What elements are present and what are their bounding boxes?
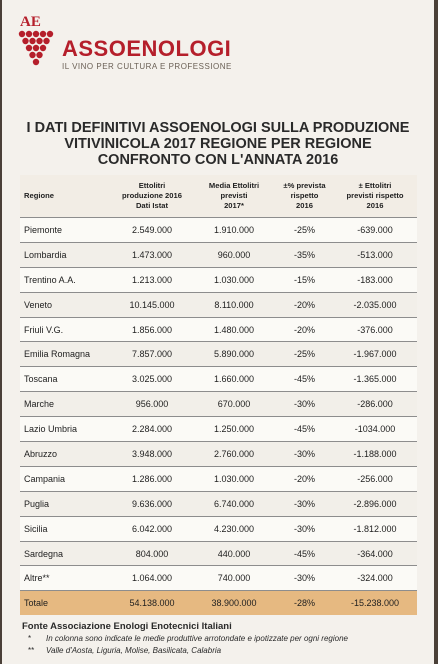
cell-prod2016: 1.064.000 bbox=[112, 566, 192, 591]
cell-region: Campania bbox=[20, 466, 112, 491]
assoenologi-logo bbox=[16, 10, 316, 80]
cell-pct: -30% bbox=[276, 392, 333, 417]
cell-diff: -1.188.000 bbox=[333, 442, 417, 467]
heading-line-2: VITIVINICOLA 2017 REGIONE PER REGIONE bbox=[64, 136, 372, 152]
cell-diff: -376.000 bbox=[333, 317, 417, 342]
total-row bbox=[20, 591, 417, 616]
cell-pct: -45% bbox=[276, 417, 333, 442]
cell-diff: -1.967.000 bbox=[333, 342, 417, 367]
brand-tagline: IL VINO PER CULTURA E PROFESSIONE bbox=[62, 62, 232, 71]
cell-prod2016: 1.213.000 bbox=[112, 267, 192, 292]
cell-diff: -1.812.000 bbox=[333, 516, 417, 541]
cell-diff: -1034.000 bbox=[333, 417, 417, 442]
cell-region: Friuli V.G. bbox=[20, 317, 112, 342]
cell-prev2017: 1.250.000 bbox=[192, 417, 276, 442]
cell-diff: -256.000 bbox=[333, 466, 417, 491]
cell-prod2016: 1.856.000 bbox=[112, 317, 192, 342]
table-row bbox=[20, 516, 417, 541]
table-row bbox=[20, 242, 417, 267]
cell-diff: -286.000 bbox=[333, 392, 417, 417]
heading-line-1: I DATI DEFINITIVI ASSOENOLOGI SULLA PRODUZIONE bbox=[26, 120, 410, 136]
cell-prod2016: 1.286.000 bbox=[112, 466, 192, 491]
cell-prod2016: 10.145.000 bbox=[112, 292, 192, 317]
footnote-1 bbox=[28, 634, 348, 643]
footnote-mark: ** bbox=[28, 646, 35, 655]
cell-diff: -1.365.000 bbox=[333, 367, 417, 392]
cell-pct: -20% bbox=[276, 292, 333, 317]
table-row bbox=[20, 292, 417, 317]
cell-region: Emilia Romagna bbox=[20, 342, 112, 367]
cell-pct: -30% bbox=[276, 442, 333, 467]
cell-pct: -45% bbox=[276, 367, 333, 392]
cell-region: Altre** bbox=[20, 566, 112, 591]
col-header-prod2016: Ettolitri produzione 2016 Dati Istat bbox=[112, 175, 192, 218]
logo-letters: AE bbox=[20, 14, 41, 30]
table-header-row bbox=[20, 175, 417, 218]
total-diff: -15.238.000 bbox=[333, 591, 417, 616]
cell-region: Puglia bbox=[20, 491, 112, 516]
cell-region: Abruzzo bbox=[20, 442, 112, 467]
grape-cluster-logo-icon bbox=[16, 10, 56, 72]
cell-prev2017: 1.480.000 bbox=[192, 317, 276, 342]
cell-pct: -20% bbox=[276, 466, 333, 491]
cell-pct: -25% bbox=[276, 218, 333, 243]
cell-pct: -30% bbox=[276, 566, 333, 591]
cell-pct: -20% bbox=[276, 317, 333, 342]
production-table bbox=[20, 175, 417, 615]
table-row bbox=[20, 342, 417, 367]
cell-prev2017: 960.000 bbox=[192, 242, 276, 267]
cell-diff: -324.000 bbox=[333, 566, 417, 591]
cell-prev2017: 6.740.000 bbox=[192, 491, 276, 516]
source-credit: Fonte Associazione Enologi Enotecnici Italiani bbox=[22, 621, 232, 632]
cell-prod2016: 3.025.000 bbox=[112, 367, 192, 392]
document-sheet bbox=[2, 0, 434, 664]
cell-region: Lazio Umbria bbox=[20, 417, 112, 442]
cell-prod2016: 956.000 bbox=[112, 392, 192, 417]
cell-prev2017: 4.230.000 bbox=[192, 516, 276, 541]
cell-pct: -30% bbox=[276, 491, 333, 516]
col-header-region: Regione bbox=[20, 175, 112, 218]
table-row bbox=[20, 218, 417, 243]
table-row bbox=[20, 566, 417, 591]
col-header-pct: ±% prevista rispetto 2016 bbox=[276, 175, 333, 218]
cell-diff: -364.000 bbox=[333, 541, 417, 566]
cell-prod2016: 2.284.000 bbox=[112, 417, 192, 442]
col-header-prev2017: Media Ettolitri previsti 2017* bbox=[192, 175, 276, 218]
total-prod2016: 54.138.000 bbox=[112, 591, 192, 616]
cell-diff: -183.000 bbox=[333, 267, 417, 292]
cell-prev2017: 5.890.000 bbox=[192, 342, 276, 367]
cell-prod2016: 3.948.000 bbox=[112, 442, 192, 467]
cell-diff: -639.000 bbox=[333, 218, 417, 243]
table-row bbox=[20, 417, 417, 442]
cell-prev2017: 740.000 bbox=[192, 566, 276, 591]
footnote-text: In colonna sono indicate le medie produttive arrotondate e ipotizzate per ogni regione bbox=[46, 634, 348, 643]
cell-diff: -2.035.000 bbox=[333, 292, 417, 317]
total-pct: -28% bbox=[276, 591, 333, 616]
cell-prev2017: 1.030.000 bbox=[192, 267, 276, 292]
footnote-text: Valle d'Aosta, Liguria, Molise, Basilicata, Calabria bbox=[46, 646, 222, 655]
total-prev2017: 38.900.000 bbox=[192, 591, 276, 616]
cell-prev2017: 440.000 bbox=[192, 541, 276, 566]
table-row bbox=[20, 466, 417, 491]
table-row bbox=[20, 367, 417, 392]
cell-prev2017: 670.000 bbox=[192, 392, 276, 417]
table-row bbox=[20, 491, 417, 516]
cell-region: Sicilia bbox=[20, 516, 112, 541]
cell-prev2017: 2.760.000 bbox=[192, 442, 276, 467]
cell-pct: -30% bbox=[276, 516, 333, 541]
table-row bbox=[20, 392, 417, 417]
footnote-2 bbox=[28, 646, 221, 655]
cell-region: Veneto bbox=[20, 292, 112, 317]
cell-region: Trentino A.A. bbox=[20, 267, 112, 292]
cell-region: Marche bbox=[20, 392, 112, 417]
table-row bbox=[20, 267, 417, 292]
cell-prod2016: 7.857.000 bbox=[112, 342, 192, 367]
cell-prev2017: 1.030.000 bbox=[192, 466, 276, 491]
cell-pct: -25% bbox=[276, 342, 333, 367]
table-row bbox=[20, 442, 417, 467]
total-label: Totale bbox=[20, 591, 112, 616]
cell-region: Sardegna bbox=[20, 541, 112, 566]
table-row bbox=[20, 317, 417, 342]
cell-region: Lombardia bbox=[20, 242, 112, 267]
cell-prod2016: 804.000 bbox=[112, 541, 192, 566]
cell-pct: -15% bbox=[276, 267, 333, 292]
footnote-mark: * bbox=[28, 634, 32, 643]
cell-prod2016: 1.473.000 bbox=[112, 242, 192, 267]
cell-prod2016: 6.042.000 bbox=[112, 516, 192, 541]
cell-diff: -513.000 bbox=[333, 242, 417, 267]
cell-prev2017: 1.910.000 bbox=[192, 218, 276, 243]
cell-pct: -35% bbox=[276, 242, 333, 267]
cell-region: Toscana bbox=[20, 367, 112, 392]
cell-prod2016: 9.636.000 bbox=[112, 491, 192, 516]
heading-line-3: CONFRONTO CON L'ANNATA 2016 bbox=[97, 152, 339, 168]
cell-region: Piemonte bbox=[20, 218, 112, 243]
brand-name: ASSOENOLOGI bbox=[62, 36, 232, 61]
cell-diff: -2.896.000 bbox=[333, 491, 417, 516]
cell-prev2017: 8.110.000 bbox=[192, 292, 276, 317]
col-header-diff: ± Ettolitri previsti rispetto 2016 bbox=[333, 175, 417, 218]
cell-prod2016: 2.549.000 bbox=[112, 218, 192, 243]
table-row bbox=[20, 541, 417, 566]
cell-pct: -45% bbox=[276, 541, 333, 566]
cell-prev2017: 1.660.000 bbox=[192, 367, 276, 392]
